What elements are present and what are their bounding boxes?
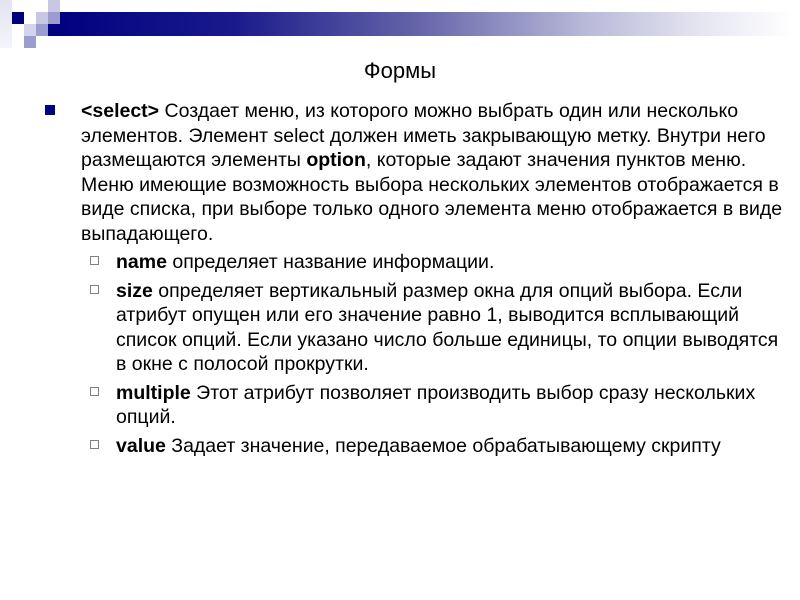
decorative-square — [48, 12, 60, 24]
filled-square-bullet-icon — [45, 105, 55, 115]
decorative-square — [48, 0, 60, 12]
decorative-square — [12, 12, 24, 24]
hollow-square-bullet-icon — [90, 285, 99, 294]
main-point-text-2: , которые задают значения пунктов меню. Меню имеющие возможность выбора нескольких элементов отображается в виде списка, при выборе только одного элемента меню отображается в виде выпадающего. — [81, 149, 783, 245]
keyword-option: option — [306, 149, 366, 171]
hollow-square-bullet-icon — [90, 440, 99, 449]
sub-point-text: Этот атрибут позволяет производить выбор сразу нескольких опций. — [116, 381, 756, 428]
main-bullet-point — [44, 99, 784, 246]
keyword-value: value — [116, 434, 166, 457]
slide-title: Формы — [363, 58, 437, 83]
slide-content — [44, 99, 784, 458]
decorative-square — [36, 12, 48, 24]
keyword-select: <select> — [81, 100, 160, 122]
keyword-multiple: multiple — [116, 381, 191, 404]
sub-bullet-size — [44, 279, 784, 377]
decorative-square — [24, 24, 36, 36]
header-banner — [48, 12, 793, 36]
sub-bullet-value — [44, 434, 784, 459]
decorative-square — [36, 24, 48, 36]
decorative-header — [0, 0, 800, 50]
sub-point-text: определяет вертикальный размер окна для опций выбора. Если атрибут опущен или его значение равно 1, выводится всплывающий список опций. Если указано число больше единицы, то опции выводятся в окне с полосой прокрутки. — [116, 279, 779, 375]
hollow-square-bullet-icon — [90, 256, 99, 265]
sub-bullet-list — [44, 250, 784, 458]
decorative-square — [0, 0, 12, 48]
hollow-square-bullet-icon — [90, 387, 99, 396]
sub-bullet-multiple — [44, 381, 784, 430]
sub-bullet-name — [44, 250, 784, 275]
decorative-square — [24, 36, 36, 48]
decorative-square — [48, 24, 60, 36]
sub-point-text: определяет название информации. — [166, 251, 495, 273]
keyword-size: size — [116, 279, 153, 302]
keyword-name: name — [116, 251, 167, 273]
main-point-text-1: Создает меню, из которого можно выбрать один или несколько элементов. Элемент select должен иметь закрывающую метку. Внутри него размещаются элементы — [81, 100, 766, 171]
sub-point-text: Задает значение, передаваемое обрабатывающему скрипту — [165, 434, 721, 457]
